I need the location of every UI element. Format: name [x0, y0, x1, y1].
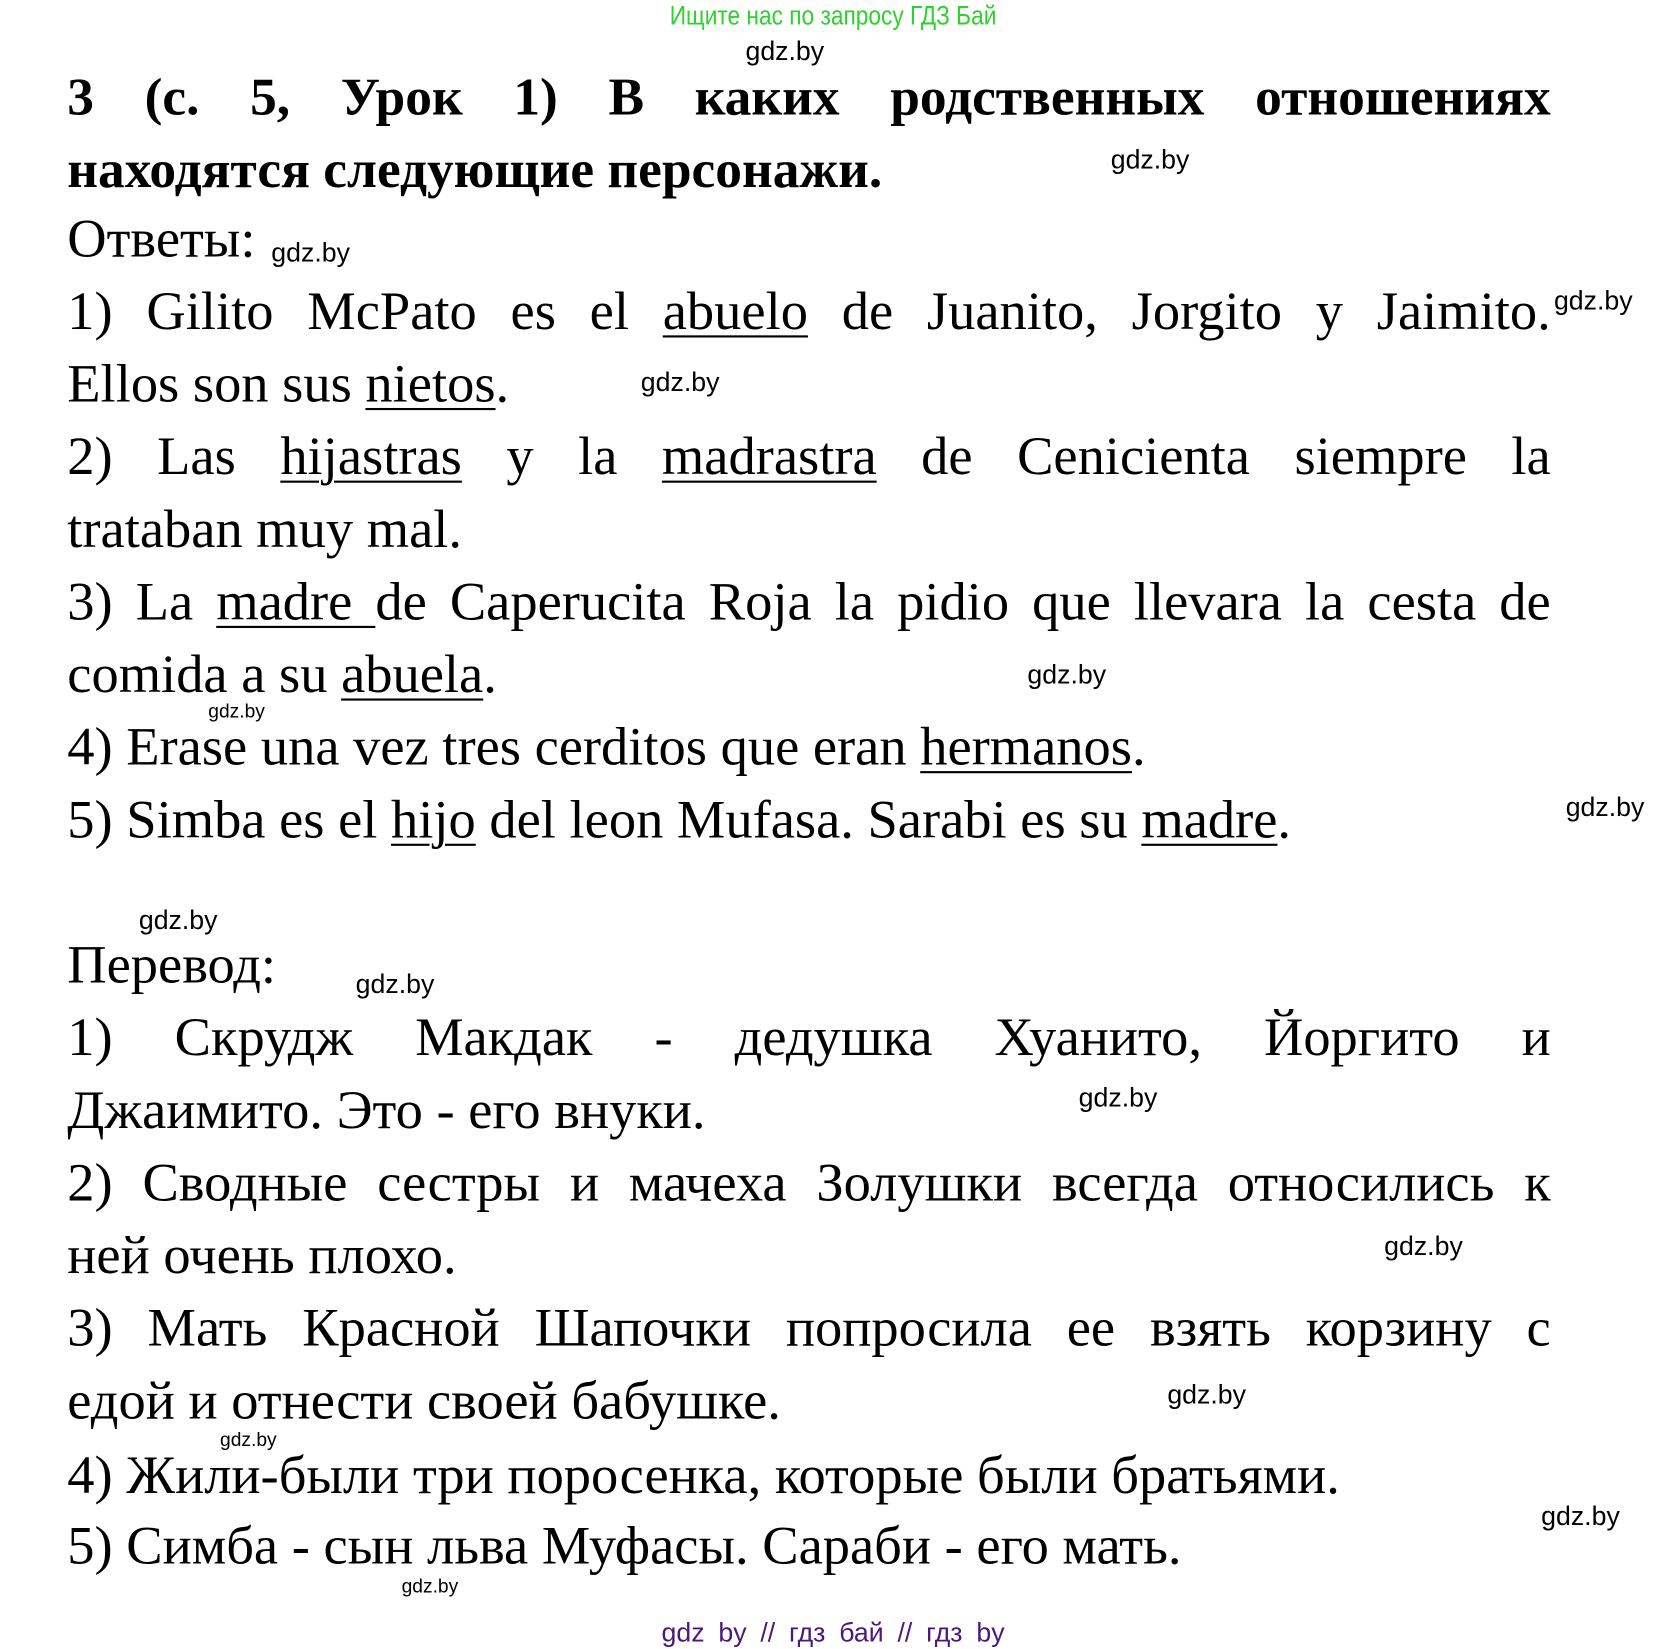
- answers-label: Ответы:: [67, 209, 256, 270]
- answers-line: [67, 645, 497, 705]
- underlined-answer: madrastra: [661, 427, 877, 488]
- watermark: gdz.by: [1027, 660, 1107, 690]
- translation-line: [67, 1446, 1340, 1506]
- underlined-answer: madre: [1141, 790, 1278, 851]
- text-segment: de Cenicienta siempre la: [876, 427, 1551, 488]
- text-segment: de Juanito, Jorgito y Jaimito.: [807, 281, 1551, 342]
- answers-line: [67, 281, 1551, 342]
- answers-line: [67, 499, 463, 560]
- text-segment: 5) Simba es el: [67, 790, 392, 851]
- text-segment: 4) Erase una vez tres cerditos que eran: [67, 717, 921, 778]
- text-segment: ней очень плохо.: [67, 1226, 457, 1286]
- text-segment: de Caperucita Roja la pidio que llevara la cesta de: [375, 572, 1551, 633]
- text-segment: y la: [461, 427, 662, 488]
- watermark: gdz.by: [1384, 1231, 1463, 1262]
- task-title-line-1: 3 (с. 5, Урок 1) В каких родственных отношениях: [67, 66, 1551, 127]
- underlined-answer: madre: [216, 572, 376, 633]
- watermark: gdz.by: [271, 238, 350, 269]
- watermark: gdz.by: [1078, 1082, 1158, 1113]
- watermark: gdz.by: [208, 700, 265, 722]
- text-segment: comida a su: [67, 645, 342, 705]
- answers-line: [67, 427, 1551, 488]
- watermark: gdz.by: [138, 905, 218, 936]
- watermark: gdz.by: [1541, 1501, 1620, 1532]
- watermark: gdz.by: [745, 36, 825, 67]
- text-segment: del leon Mufasa. Sarabi es su: [475, 790, 1142, 851]
- text-segment: 3) La: [67, 572, 217, 633]
- text-segment: .: [495, 354, 510, 415]
- answers-line: [67, 717, 1146, 778]
- watermark: gdz.by: [220, 1428, 277, 1451]
- translation-line: [67, 1298, 1551, 1359]
- task-title-line-2: находятся следующие персонажи.: [67, 138, 883, 199]
- text-segment: 5) Симба - сын льва Муфасы. Сараби - его мать.: [67, 1516, 1182, 1577]
- footer-links: gdz by // гдз бай // гдз by: [661, 1618, 1005, 1648]
- translation-line: [67, 1008, 1551, 1068]
- text-segment: Джаимито. Это - его внуки.: [67, 1080, 706, 1141]
- text-segment: 3) Мать Красной Шапочки попросила ее взять корзину с: [67, 1298, 1551, 1359]
- text-segment: .: [1131, 717, 1146, 778]
- underlined-answer: abuelo: [662, 281, 808, 342]
- text-segment: 1) Скрудж Макдак - дедушка Хуанито, Йоргито и: [67, 1008, 1551, 1068]
- answers-line: [67, 572, 1551, 633]
- text-segment: 2) Сводные сестры и мачеха Золушки всегда относились к: [67, 1153, 1551, 1214]
- watermark: gdz.by: [1553, 286, 1633, 317]
- underlined-answer: hijo: [391, 790, 476, 851]
- underlined-answer: hijastras: [280, 427, 462, 488]
- watermark: gdz.by: [640, 367, 720, 398]
- text-segment: Ellos son sus: [67, 354, 366, 415]
- underlined-answer: nietos: [365, 354, 496, 415]
- text-segment: едой и отнести своей бабушке.: [67, 1371, 781, 1432]
- translation-line: [67, 1371, 781, 1432]
- watermark: gdz.by: [355, 969, 435, 1000]
- watermark: gdz.by: [1565, 792, 1645, 823]
- underlined-answer: hermanos: [920, 717, 1132, 778]
- text-segment: 2) Las: [67, 427, 281, 488]
- answers-line: [67, 790, 1292, 851]
- search-banner: Ищите нас по запросу ГДЗ Бай: [669, 1, 997, 31]
- translation-line: [67, 1226, 457, 1286]
- text-segment: 1) Gilito McPato es el: [67, 281, 663, 342]
- answers-line: [67, 354, 510, 415]
- watermark: gdz.by: [1167, 1379, 1247, 1410]
- translation-line: [67, 1153, 1551, 1214]
- underlined-answer: abuela: [341, 645, 484, 705]
- text-segment: trataban muy mal.: [67, 499, 463, 560]
- text-segment: 4) Жили-были три поросенка, которые были братьями.: [67, 1446, 1340, 1506]
- watermark: gdz.by: [1110, 145, 1190, 176]
- translation-line: [67, 1516, 1182, 1577]
- watermark: gdz.by: [401, 1575, 459, 1597]
- translation-line: [67, 1080, 706, 1141]
- text-segment: .: [483, 645, 497, 705]
- translation-label: Перевод:: [67, 935, 277, 996]
- text-segment: .: [1277, 790, 1292, 851]
